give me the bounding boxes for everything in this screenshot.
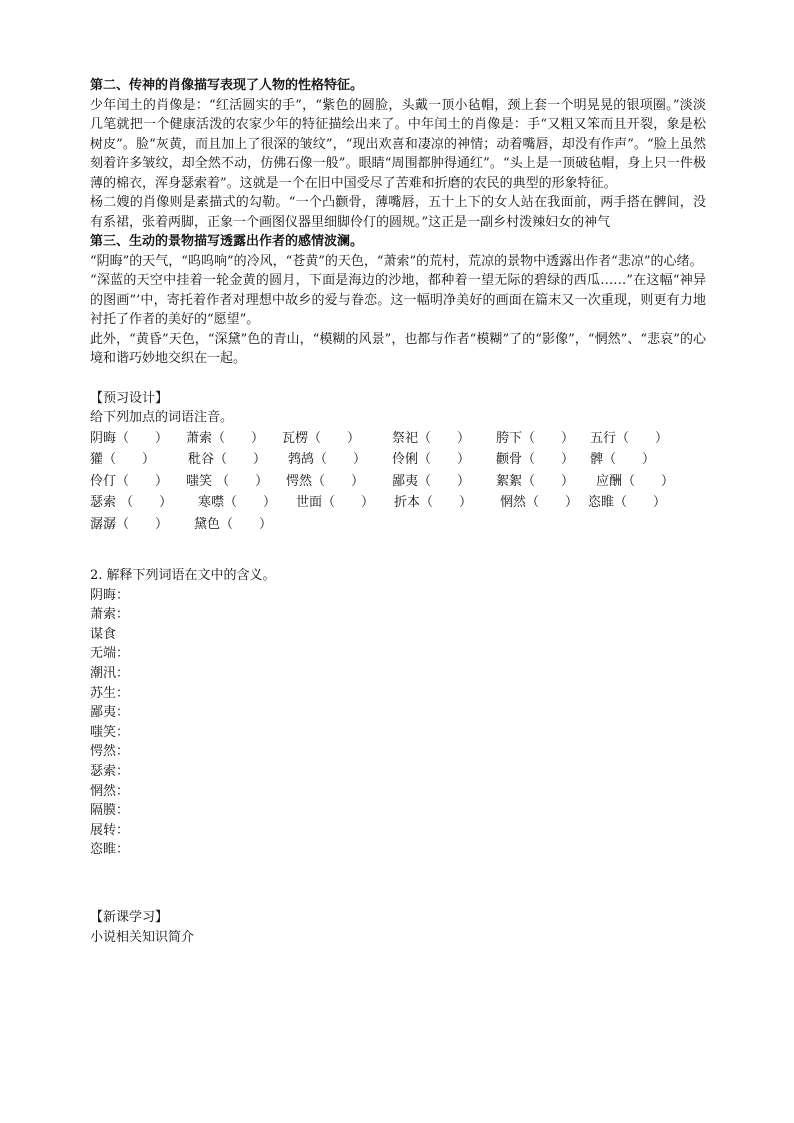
pinyin-row <box>90 449 706 471</box>
pinyin-item: 愕然（ ） <box>286 473 365 489</box>
pinyin-row <box>90 428 706 450</box>
pinyin-item: 伶仃（ ） <box>90 473 169 489</box>
definition-item: 萧索： <box>90 607 130 623</box>
definition-item: 无端： <box>90 646 130 662</box>
section-2-paragraph-1: 少年闰土的肖像是：“红活圆实的手”，“紫色的圆脸，头戴一顶小毡帽，颈上套一个明晃晃的银项圈。”淡淡几笔就把一个健康活泼的农家少年的特征描绘出来了。中年闰土的肖像是：手“又粗又笨而且开裂，象是松树皮”。脸“灰黄，而且加上了很深的皱纹”，“现出欢喜和凄凉的神情；动着嘴唇，却没有作声”。“脸上虽然刻着许多皱纹，却全然不动，仿佛石像一般”。眼睛“周围都肿得通红”。“头上是一顶破毡帽，身上只一件极薄的棉衣，浑身瑟索着”。这就是一个在旧中国受尽了苦难和折磨的农民的典型的形象特征。 <box>90 97 706 191</box>
pinyin-item: 阴晦（ ） <box>90 430 169 446</box>
pinyin-item: 颧骨（ ） <box>496 452 575 467</box>
pinyin-item: 萧索（ ） <box>186 430 265 446</box>
question-1-instruction: 给下列加点的词语注音。 <box>90 410 234 425</box>
definition-item: 展转： <box>90 822 130 838</box>
pinyin-item: 世面（ ） <box>296 495 375 510</box>
new-lesson-subheading: 小说相关知识简介 <box>90 929 195 945</box>
preview-heading: 【预习设计】 <box>90 390 169 406</box>
definition-item: 恣睢： <box>90 842 130 858</box>
section-2-heading: 第二、传神的肖像描写表现了人物的性格特征。 <box>90 78 364 93</box>
pinyin-item: 黛色（ ） <box>194 516 273 532</box>
pinyin-grid <box>90 428 706 536</box>
pinyin-item: 恣睢（ ） <box>588 495 667 510</box>
section-2-paragraph-2: 杨二嫂的肖像则是素描式的勾勒。“一个凸颧骨，薄嘴唇，五十上下的女人站在我面前，两手搭在髀间，没有系裙，张着两脚，正象一个画图仪器里细脚伶仃的圆规。”这正是一副乡村泼辣妇女的神气 <box>90 195 706 230</box>
pinyin-row <box>90 471 706 493</box>
definition-item: 隔膜： <box>90 803 130 819</box>
pinyin-item: 潺潺（ ） <box>90 516 169 532</box>
pinyin-item: 五行（ ） <box>590 430 669 446</box>
document-page <box>90 76 706 947</box>
pinyin-item: 寒噤（ ） <box>198 495 277 510</box>
pinyin-item: 应酬（ ） <box>596 473 675 489</box>
pinyin-item: 折本（ ） <box>394 495 473 510</box>
pinyin-row <box>90 514 706 536</box>
pinyin-item: 瑟索 （ ） <box>90 495 173 510</box>
pinyin-item: 胯下（ ） <box>496 430 575 446</box>
pinyin-item: 秕谷（ ） <box>188 452 267 467</box>
section-3-paragraph-2: “深蓝的天空中挂着一轮金黄的圆月，下面是海边的沙地，都种着一望无际的碧绿的西瓜……”在这幅“神异的图画”’中，寄托着作者对理想中故乡的爱与眷恋。这一幅明净美好的画面在篇末又一次重现，则更有力地衬托了作者的美好的“愿望”。 <box>90 273 706 327</box>
definition-item: 惘然： <box>90 783 130 799</box>
pinyin-row <box>90 492 706 514</box>
definition-item: 瑟索： <box>90 763 130 779</box>
definition-item: 愕然： <box>90 744 130 760</box>
pinyin-item: 伶俐（ ） <box>392 452 471 467</box>
pinyin-item: 惘然（ ） <box>500 495 579 510</box>
pinyin-item: 絮絮（ ） <box>496 473 575 489</box>
pinyin-item: 髀（ ） <box>590 452 656 467</box>
section-3-paragraph-3: 此外，“黄昏”天色，“深黛”色的青山，“模糊的风景”，也都与作者“模糊”了的“影像”，“惘然”、“悲哀”的心境和谐巧妙地交织在一起。 <box>90 331 706 366</box>
new-lesson-heading: 【新课学习】 <box>90 909 169 925</box>
pinyin-item: 鄙夷（ ） <box>392 473 471 489</box>
definition-item: 鄙夷： <box>90 705 130 721</box>
pinyin-item: 嗤笑 （ ） <box>186 473 269 489</box>
definition-item: 谋食 <box>90 626 117 642</box>
definition-list <box>90 586 706 860</box>
definition-item: 潮汛： <box>90 665 130 681</box>
section-3-heading: 第三、生动的景物描写透露出作者的感情波澜。 <box>90 234 364 249</box>
definition-item: 苏生： <box>90 685 130 701</box>
pinyin-item: 鹁鸪（ ） <box>288 452 367 467</box>
pinyin-item: 獾（ ） <box>90 452 156 467</box>
section-3-paragraph-1: “阴晦”的天气，“呜呜响”的冷风，“苍黄”的天色，“萧索”的荒村，荒凉的景物中透露出作者“悲凉”的心绪。 <box>90 253 703 269</box>
question-2-instruction: 2. 解释下列词语在文中的含义。 <box>90 568 276 583</box>
pinyin-item: 瓦楞（ ） <box>282 430 361 446</box>
definition-item: 嗤笑： <box>90 724 130 740</box>
definition-item: 阴晦： <box>90 587 130 603</box>
pinyin-item: 祭祀（ ） <box>392 430 471 446</box>
